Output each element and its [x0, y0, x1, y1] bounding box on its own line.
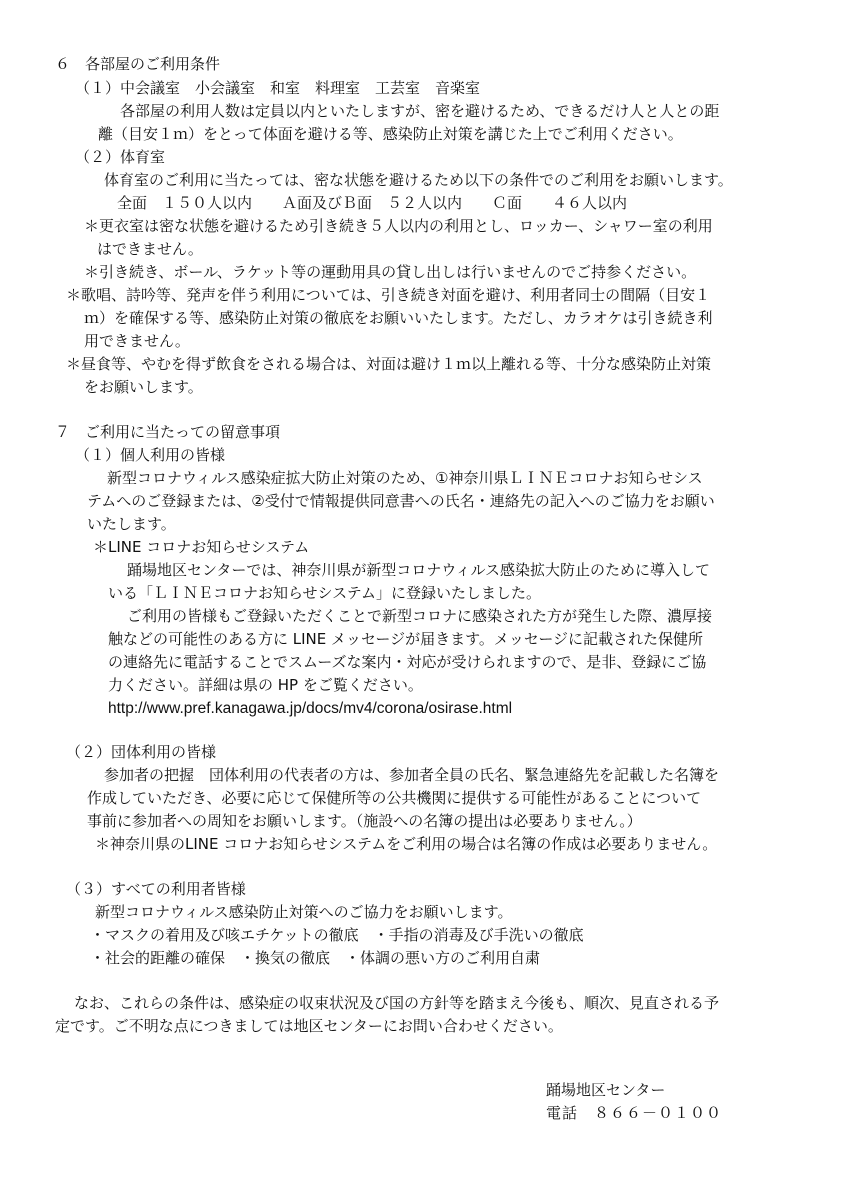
note-equipment: ＊引き続き、ボール、ラケット等の運動用具の貸し出しは行いませんのでご持参ください。: [84, 263, 697, 281]
line-system-para-line: いる「ＬＩＮＥコロナお知らせシステム」に登録いたしました。: [108, 584, 542, 602]
section-7-1-heading: （１）個人利用の皆様: [75, 446, 226, 464]
note-locker-line: はできません。: [97, 240, 203, 258]
line-system-para-line: の連絡先に電話することでスムーズな案内・対応が受けられますので、是非、登録にご協: [108, 653, 707, 671]
section-7-1-para-line: テムへのご登録または、②受付で情報提供同意書への氏名・連絡先の記入へのご協力をお願い: [87, 492, 715, 510]
section-7-heading: ７ ご利用に当たっての留意事項: [55, 423, 281, 441]
section-6-2-para: 体育室のご利用に当たっては、密な状態を避けるため以下の条件でのご利用をお願いします。: [104, 171, 733, 189]
gym-capacity-line: 全面 １５０人以内 Ａ面及びＢ面 ５２人以内 Ｃ面 ４６人以内: [117, 194, 628, 212]
footer-telephone: 電話 ８６６－０１００: [546, 1104, 723, 1122]
section-7-2-para-line: 作成していただき、必要に応じて保健所等の公共機関に提供する可能性があることについて: [87, 789, 702, 807]
section-7-2-note: ＊神奈川県のLINE コロナお知らせシステムをご利用の場合は名簿の作成は必要ありません。: [95, 835, 718, 853]
note-singing-line: 用できません。: [84, 332, 190, 350]
section-7-3-heading: （３）すべての利用者皆様: [66, 880, 246, 898]
note-singing-line: ｍ）を確保する等、感染防止対策の徹底をお願いいたします。ただし、カラオケは引き続き利: [84, 309, 713, 327]
note-locker-line: ＊更衣室は密な状態を避けるため引き続き５人以内の利用とし、ロッカー、シャワー室の利用: [84, 217, 713, 235]
section-7-2-para-line: 事前に参加者への周知をお願いします。（施設への名簿の提出は必要ありません。）: [87, 812, 642, 830]
note-eating-line: ＊昼食等、やむを得ず飲食をされる場合は、対面は避け１ｍ以上離れる等、十分な感染防止対策: [66, 355, 712, 373]
section-7-1-para-line: 新型コロナウィルス感染症拡大防止対策のため、①神奈川県ＬＩＮＥコロナお知らせシス: [107, 469, 703, 487]
section-6-1-para-line: 各部屋の利用人数は定員以内といたしますが、密を避けるため、できるだけ人と人との距: [120, 102, 720, 120]
closing-line: なお、これらの条件は、感染症の収束状況及び国の方針等を踏まえ今後も、順次、見直される予: [74, 994, 720, 1012]
closing-line: 定です。ご不明な点につきましては地区センターにお問い合わせください。: [55, 1017, 563, 1035]
section-6-1-para-line: 離（目安１ｍ）をとって体面を避ける等、感染防止対策を講じた上でご利用ください。: [98, 125, 683, 143]
section-6-heading: ６ 各部屋のご利用条件: [55, 55, 221, 73]
section-7-1-para-line: いたします。: [87, 515, 176, 533]
line-system-para-line: 触などの可能性のある方に LINE メッセージが届きます。メッセージに記載された保健所: [108, 630, 704, 648]
line-system-para-line: ご利用の皆様もご登録いただくことで新型コロナに感染された方が発生した際、濃厚接: [127, 607, 713, 625]
bullet-line: ・社会的距離の確保 ・換気の徹底 ・体調の悪い方のご利用自粛: [90, 949, 541, 967]
section-7-3-para: 新型コロナウィルス感染防止対策へのご協力をお願いします。: [95, 903, 513, 921]
section-6-2-heading: （２）体育室: [75, 148, 166, 166]
section-7-2-para-line: 参加者の把握 団体利用の代表者の方は、参加者全員の氏名、緊急連絡先を記載した名簿を: [104, 766, 720, 784]
line-system-heading: ＊LINE コロナお知らせシステム: [93, 538, 310, 556]
info-url-link[interactable]: http://www.pref.kanagawa.jp/docs/mv4/corona/osirase.html: [108, 700, 513, 717]
line-system-para-line: 踊場地区センターでは、神奈川県が新型コロナウィルス感染拡大防止のために導入して: [127, 561, 711, 579]
note-eating-line: をお願いします。: [84, 378, 203, 396]
footer-org-name: 踊場地区センター: [546, 1081, 666, 1099]
note-singing-line: ＊歌唱、詩吟等、発声を伴う利用については、引き続き対面を避け、利用者同士の間隔（目安１: [66, 286, 711, 304]
section-7-2-heading: （２）団体利用の皆様: [66, 743, 217, 761]
bullet-line: ・マスクの着用及び咳エチケットの徹底 ・手指の消毒及び手洗いの徹底: [90, 926, 584, 944]
section-6-1-heading: （１）中会議室 小会議室 和室 料理室 工芸室 音楽室: [75, 79, 481, 97]
line-system-para-line: 力ください。詳細は県の HP をご覧ください。: [108, 676, 423, 694]
